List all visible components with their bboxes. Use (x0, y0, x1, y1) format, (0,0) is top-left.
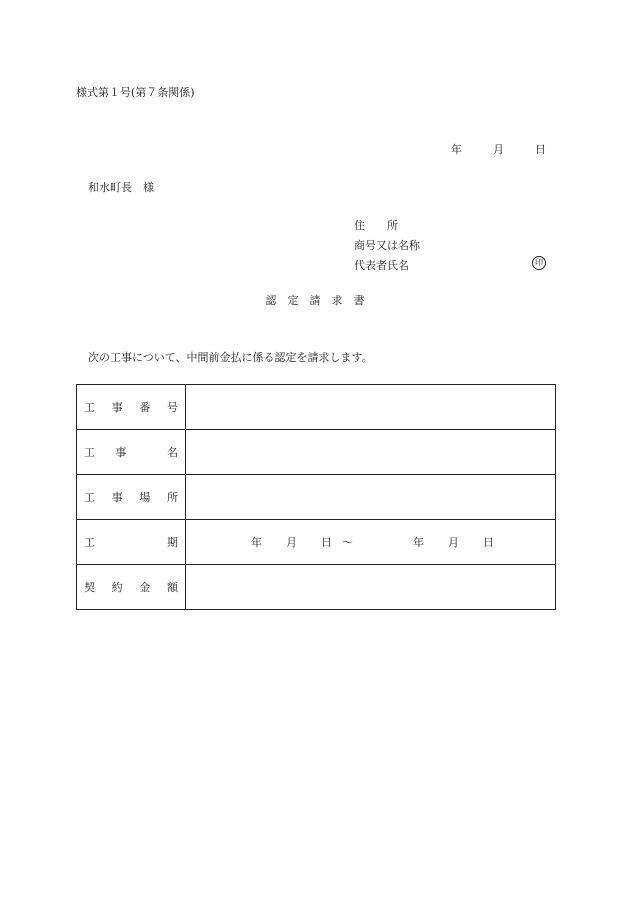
table-row (77, 565, 556, 610)
business-name-label: 商号又は名称 (354, 239, 420, 252)
table-row (77, 475, 556, 520)
date-day-label: 日 (535, 143, 546, 156)
period-end-month: 月 (448, 536, 459, 549)
date-line (451, 141, 546, 157)
label-char: 工 (84, 401, 95, 414)
label-char: 事 (115, 446, 127, 459)
period-tilde: 〜 (342, 536, 353, 549)
seal-mark: 印 (532, 256, 546, 270)
period-start-day: 日 (321, 536, 332, 549)
table-row (77, 520, 556, 565)
table-row (77, 430, 556, 475)
label-char: 期 (167, 536, 178, 549)
request-statement: 次の工事について、中間前金払に係る認定を請求します。 (88, 351, 373, 364)
address-label: 住 所 (354, 219, 398, 232)
period-end-day: 日 (483, 536, 494, 549)
date-year-label: 年 (451, 143, 462, 156)
representative-label: 代表者氏名 (354, 259, 409, 272)
label-char: 所 (166, 491, 178, 504)
period-start-month: 月 (286, 536, 297, 549)
date-month-label: 月 (493, 143, 504, 156)
label-char: 約 (111, 581, 123, 594)
label-char: 工 (84, 491, 95, 504)
request-table (76, 384, 556, 610)
table-row (77, 385, 556, 430)
value-construction-site[interactable] (186, 475, 556, 520)
addressee: 和水町長 様 (88, 181, 154, 194)
label-char: 契 (84, 581, 95, 594)
label-construction-number (77, 385, 186, 430)
label-char: 号 (166, 401, 178, 414)
form-number: 様式第１号(第７条関係) (76, 86, 195, 99)
label-char: 工 (84, 536, 95, 549)
label-char: 番 (139, 401, 151, 414)
document-title: 認 定 請 求 書 (265, 294, 365, 307)
label-construction-period (77, 520, 186, 565)
label-construction-name (77, 430, 186, 475)
value-contract-amount[interactable] (186, 565, 556, 610)
label-char: 場 (139, 491, 151, 504)
label-contract-amount (77, 565, 186, 610)
label-char: 工 (84, 446, 95, 459)
label-char: 金 (139, 581, 151, 594)
applicant-block (354, 216, 420, 276)
period-start-year: 年 (251, 536, 262, 549)
label-char: 事 (111, 491, 123, 504)
value-construction-number[interactable] (186, 385, 556, 430)
value-construction-name[interactable] (186, 430, 556, 475)
label-char: 名 (166, 446, 178, 459)
label-construction-site (77, 475, 186, 520)
label-char: 額 (166, 581, 178, 594)
label-char: 事 (111, 401, 123, 414)
value-construction-period[interactable] (186, 520, 556, 565)
period-end-year: 年 (413, 536, 424, 549)
